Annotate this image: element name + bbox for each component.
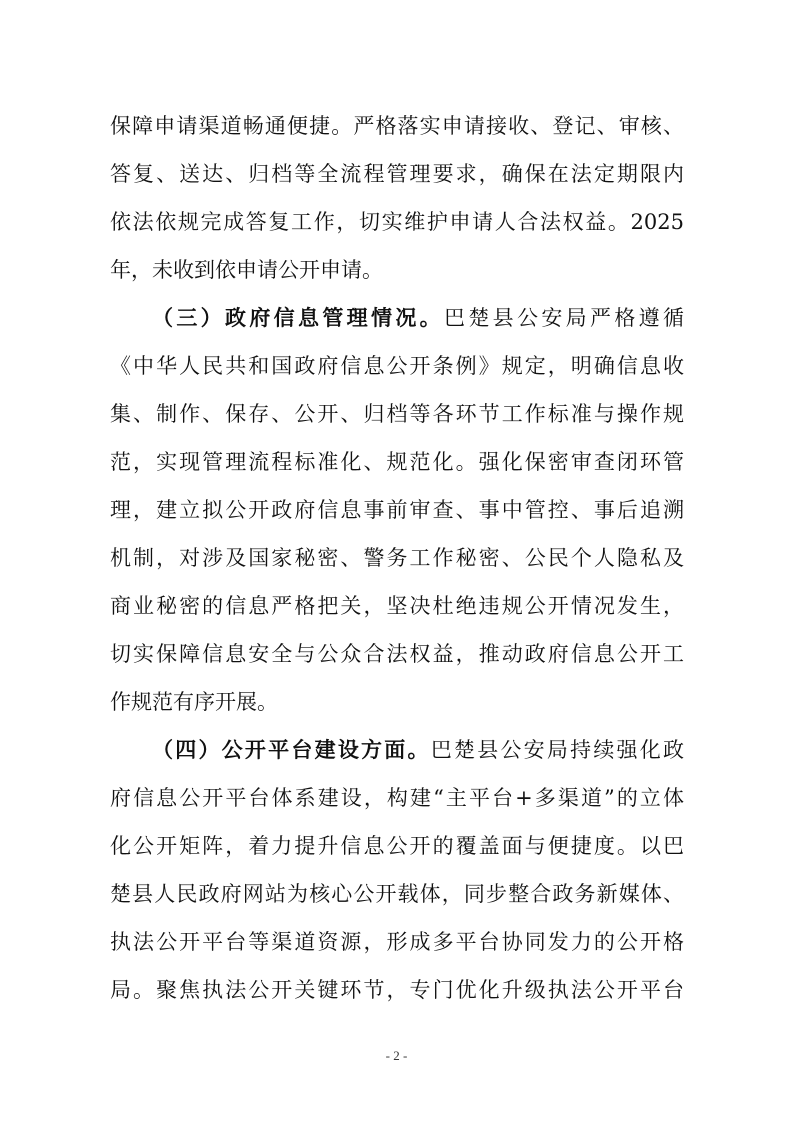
paragraph-line: 范，实现管理流程标准化、规范化。强化保密审查闭环管: [110, 450, 684, 474]
paragraph-line: 年，未收到依申请公开申请。: [110, 258, 383, 282]
paragraph-line: 保障申请渠道畅通便捷。严格落实申请接收、登记、审核、: [110, 114, 684, 138]
paragraph-line: 集、制作、保存、公开、归档等各环节工作标准与操作规: [110, 402, 684, 426]
paragraph-line: 商业秘密的信息严格把关，坚决杜绝违规公开情况发生，: [110, 594, 684, 618]
paragraph-line: 《中华人民共和国政府信息公开条例》规定，明确信息收: [110, 354, 684, 378]
paragraph-text: 巴楚县公安局严格遵循: [444, 306, 684, 330]
paragraph-line: 答复、送达、归档等全流程管理要求，确保在法定期限内: [110, 162, 684, 186]
paragraph-line: 机制，对涉及国家秘密、警务工作秘密、公民个人隐私及: [110, 546, 684, 570]
paragraph-line: 执法公开平台等渠道资源，形成多平台协同发力的公开格: [110, 930, 684, 954]
section-heading-line: [152, 298, 684, 338]
paragraph-text: 巴楚县公安局持续强化政: [430, 738, 684, 762]
paragraph-line: 局。聚焦执法公开关键环节，专门优化升级执法公开平台: [110, 978, 684, 1002]
paragraph-line: 切实保障信息安全与公众合法权益，推动政府信息公开工: [110, 642, 684, 666]
page-number: - 2 -: [385, 1048, 408, 1063]
paragraph-line: 理，建立拟公开政府信息事前审查、事中管控、事后追溯: [110, 498, 684, 522]
paragraph-line: 依法依规完成答复工作，切实维护申请人合法权益。2025: [110, 210, 684, 234]
paragraph-line: 府信息公开平台体系建设，构建“主平台+多渠道”的立体: [110, 786, 684, 810]
section-heading-line: [152, 730, 684, 770]
paragraph-line: 作规范有序开展。: [110, 690, 278, 714]
section-heading: （三）政府信息管理情况。: [152, 306, 444, 330]
section-heading: （四）公开平台建设方面。: [152, 738, 431, 762]
paragraph-line: 楚县人民政府网站为核心公开载体，同步整合政务新媒体、: [110, 882, 684, 906]
paragraph-line: 化公开矩阵，着力提升信息公开的覆盖面与便捷度。以巴: [110, 834, 684, 858]
